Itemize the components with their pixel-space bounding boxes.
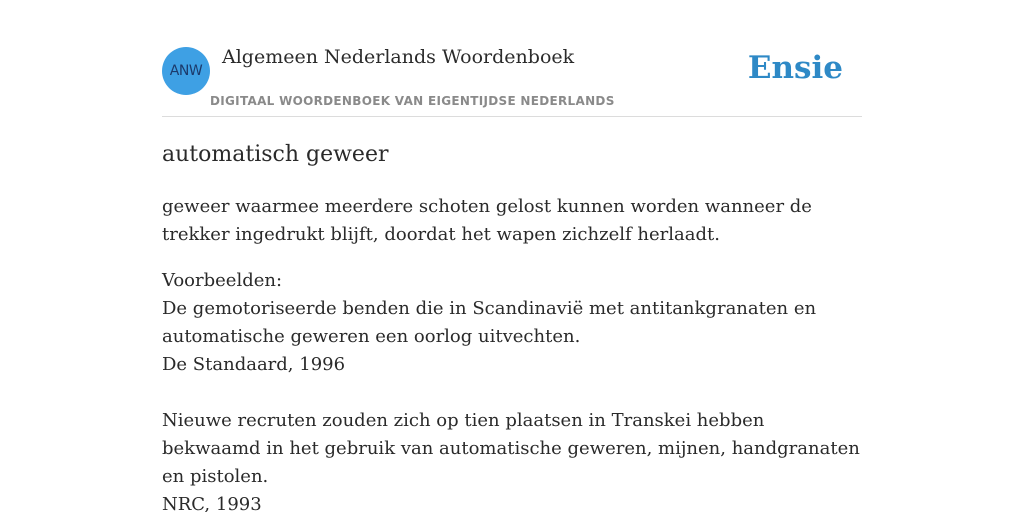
entry-content: [162, 140, 862, 512]
site-subtitle: DIGITAAL WOORDENBOEK VAN EIGENTIJDSE NEDERLANDS: [210, 94, 615, 108]
anw-logo[interactable]: [162, 47, 210, 95]
entry-definition: geweer waarmee meerdere schoten gelost kunnen worden wanneer de trekker ingedrukt blijft, doordat het wapen zichzelf herlaadt.: [162, 196, 812, 245]
logo-text: ANW: [169, 63, 203, 79]
entry-term: automatisch geweer: [162, 142, 389, 167]
example-item: [162, 407, 862, 512]
example-text: Nieuwe recruten zouden zich op tien plaatsen in Transkei hebben bekwaamd in het gebruik van automatische geweren, mijnen, handgranaten en pistolen.: [162, 410, 860, 487]
site-header: [162, 0, 862, 117]
example-source: NRC, 1993: [162, 494, 262, 512]
example-item: [162, 295, 862, 379]
examples-section: [162, 267, 862, 512]
examples-label: Voorbeelden:: [162, 270, 283, 291]
example-source: De Standaard, 1996: [162, 354, 346, 375]
site-title[interactable]: Algemeen Nederlands Woordenboek: [222, 46, 575, 68]
ensie-brand-link[interactable]: Ensie: [747, 50, 843, 86]
example-text: De gemotoriseerde benden die in Scandinavië met antitankgranaten en automatische geweren een oorlog uitvechten.: [162, 298, 817, 347]
